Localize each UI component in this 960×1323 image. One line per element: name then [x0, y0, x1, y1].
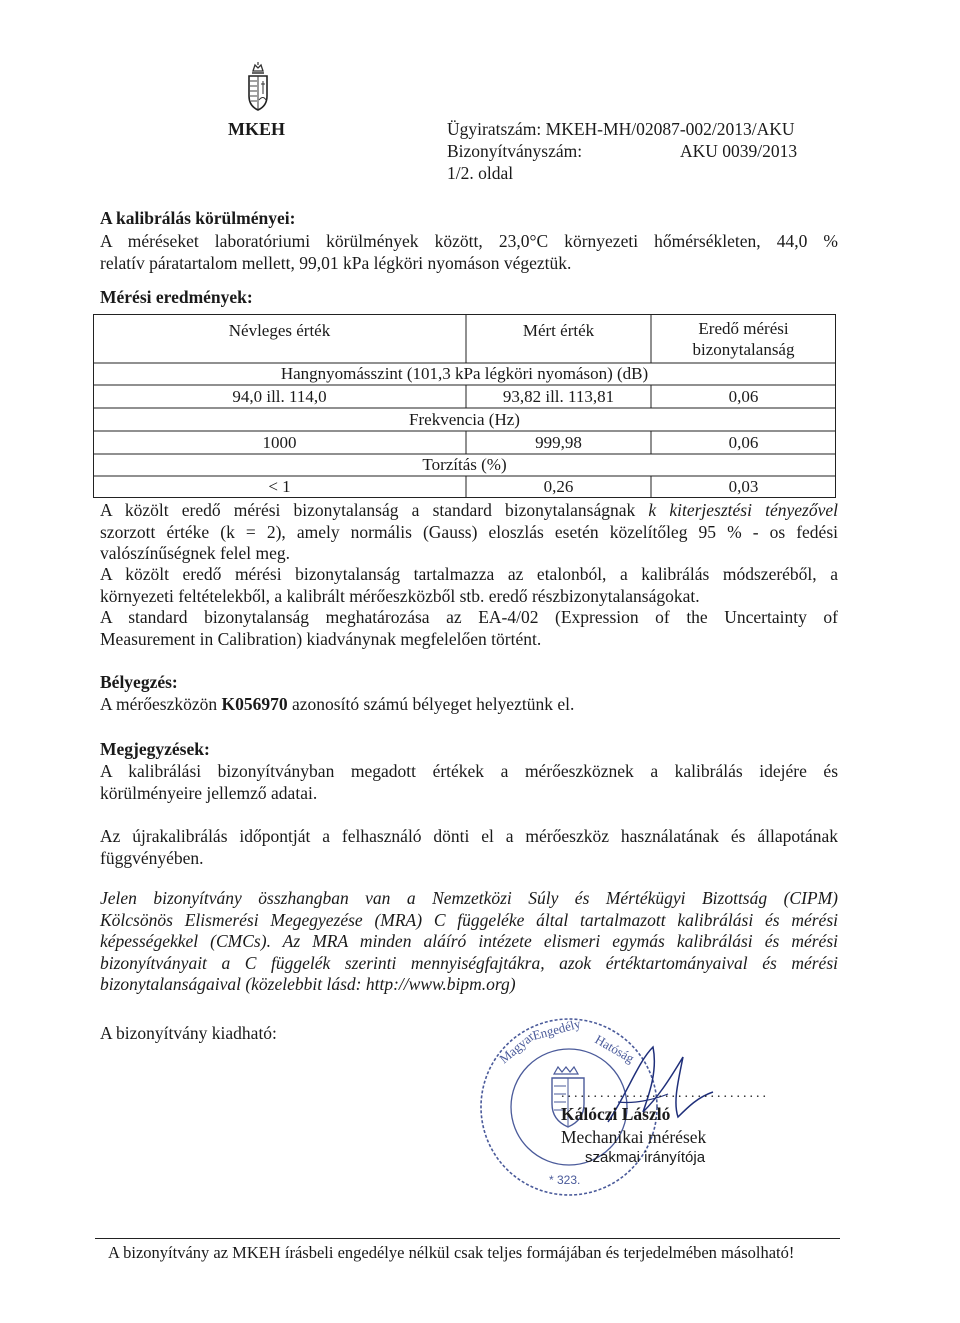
stamping-text-b: azonosító számú bélyeget helyeztünk el. [287, 694, 575, 714]
certificate-number-row [447, 141, 827, 162]
results-title: Mérési eredmények: [100, 287, 253, 307]
remark-line: körülményeire jellemző adatai. [100, 782, 318, 803]
note-line: szorzott értéke (k = 2), amely normális (Gauss) eloszlás esetén közelítőleg 95 % - os fedési [100, 521, 838, 542]
stamping-text [100, 694, 838, 716]
note-line: környezeti feltételekből, a kalibrált mérőeszközből stb. eredő részbizonytalanságokat. [100, 585, 700, 606]
note-text: A közölt eredő mérési bizonytalanság a standard bizonytalanságnak [100, 500, 649, 520]
statement-line: bizonyítványait a C függelék szerinti mennyiségfajtákra, azok értéktartományaival és mérési [100, 952, 838, 973]
cell-uncertainty: 0,03 [728, 477, 759, 496]
cell-nominal: 1000 [262, 433, 297, 452]
statement-line: Jelen bizonyítvány összhangban van a Nemzetközi Súly és Mértékügyi Bizottság (CIPM) [100, 888, 838, 908]
page-number: 1/2. oldal [447, 163, 514, 183]
header-nominal: Névleges érték [228, 321, 331, 340]
note-line: valószínűségnek felel meg. [100, 543, 291, 563]
note-line [100, 500, 838, 522]
group-title-spl: Hangnyomásszint (101,3 kPa légköri nyomáson) (dB) [280, 364, 649, 383]
header-uncertainty-1: Eredő mérési [698, 319, 789, 338]
signer-name: Kálóczi László [561, 1104, 671, 1124]
cell-measured: 999,98 [535, 433, 582, 452]
remark-line: A kalibrálási bizonyítványban megadott értékek a mérőeszköznek a kalibrálás idejére és [100, 761, 838, 781]
footer-note: A bizonyítvány az MKEH írásbeli engedélye nélkül csak teljes formájában és terjedelmében másolható! [108, 1243, 795, 1262]
svg-text:Hatóság: Hatóság [592, 1031, 637, 1066]
coat-of-arms-icon [244, 62, 272, 112]
organization-name: MKEH [228, 119, 285, 139]
stamping-title: Bélyegzés: [100, 672, 178, 692]
footer-divider [95, 1238, 840, 1239]
uncertainty-note-2 [100, 564, 838, 607]
statement-line: képességekkel (CMCs). Az MRA minden aláíró intézete elismeri egymás kalibrálási és mérési [100, 931, 838, 951]
group-title-distortion: Torzítás (%) [422, 455, 507, 474]
cell-nominal: < 1 [268, 477, 291, 496]
remark-line: Az újrakalibrálás időpontját a felhasználó dönti el a mérőeszköz használatának és állapotának [100, 826, 838, 846]
note-line: Measurement in Calibration) kiadványnak megfelelően történt. [100, 628, 542, 649]
cell-nominal: 94,0 ill. 114,0 [232, 387, 327, 406]
uncertainty-note-3 [100, 607, 838, 650]
signature-line: ................................ [561, 1086, 769, 1101]
svg-text:Magyar: Magyar [496, 1028, 537, 1067]
note-line: A közölt eredő mérési bizonytalanság tartalmazza az etalonból, a kalibrálás módszeréből, a [100, 564, 838, 584]
remarks-paragraph-1 [100, 761, 838, 804]
note-italic-text: k kiterjesztési tényezővel [648, 500, 838, 520]
conditions-text [100, 231, 838, 274]
cell-measured: 93,82 ill. 113,81 [502, 387, 615, 406]
signer-role-2: szakmai irányítója [585, 1149, 706, 1166]
case-number: Ügyiratszám: MKEH-MH/02087-002/2013/AKU [447, 119, 795, 139]
svg-text:Engedély: Engedély [530, 1015, 583, 1043]
cell-measured: 0,26 [543, 477, 574, 496]
header-measured: Mért érték [522, 321, 595, 340]
conditions-line: relatív páratartalom mellett, 99,01 kPa légköri nyomáson végeztük. [100, 252, 572, 273]
conditions-title: A kalibrálás körülményei: [100, 208, 296, 228]
header-uncertainty-2: bizonytalanság [692, 340, 795, 359]
remarks-title: Megjegyzések: [100, 739, 210, 759]
statement-line: Kölcsönös Elismerési Megegyezése (MRA) C függeléke által tartalmazott kalibrálási és mérési [100, 909, 838, 930]
signer-role: Mechanikai mérések [561, 1127, 707, 1147]
issue-label: A bizonyítvány kiadható: [100, 1023, 277, 1043]
stamp-code: K056970 [221, 694, 288, 714]
note-line: A standard bizonytalanság meghatározása az EA-4/02 (Expression of the Uncertainty of [100, 607, 838, 627]
stamping-text-a: A mérőeszközön [100, 694, 222, 714]
svg-text:* 323.: * 323. [549, 1173, 581, 1187]
conditions-line: A méréseket laboratóriumi körülmények között, 23,0°C környezeti hőmérsékleten, 44,0 % [100, 231, 838, 251]
certificate-number-label: Bizonyítványszám: [447, 141, 583, 161]
cipm-statement [100, 888, 838, 996]
cell-uncertainty: 0,06 [728, 433, 759, 452]
statement-line: bizonytalanságaival (közelebbit lásd: http://www.bipm.org) [100, 974, 516, 994]
remark-line: függvényében. [100, 847, 204, 868]
cell-uncertainty: 0,06 [728, 387, 759, 406]
uncertainty-note-1 [100, 500, 838, 565]
remarks-paragraph-2 [100, 826, 838, 869]
certificate-number-value: AKU 0039/2013 [680, 141, 798, 161]
group-title-frequency: Frekvencia (Hz) [409, 410, 520, 429]
results-table [93, 314, 836, 498]
